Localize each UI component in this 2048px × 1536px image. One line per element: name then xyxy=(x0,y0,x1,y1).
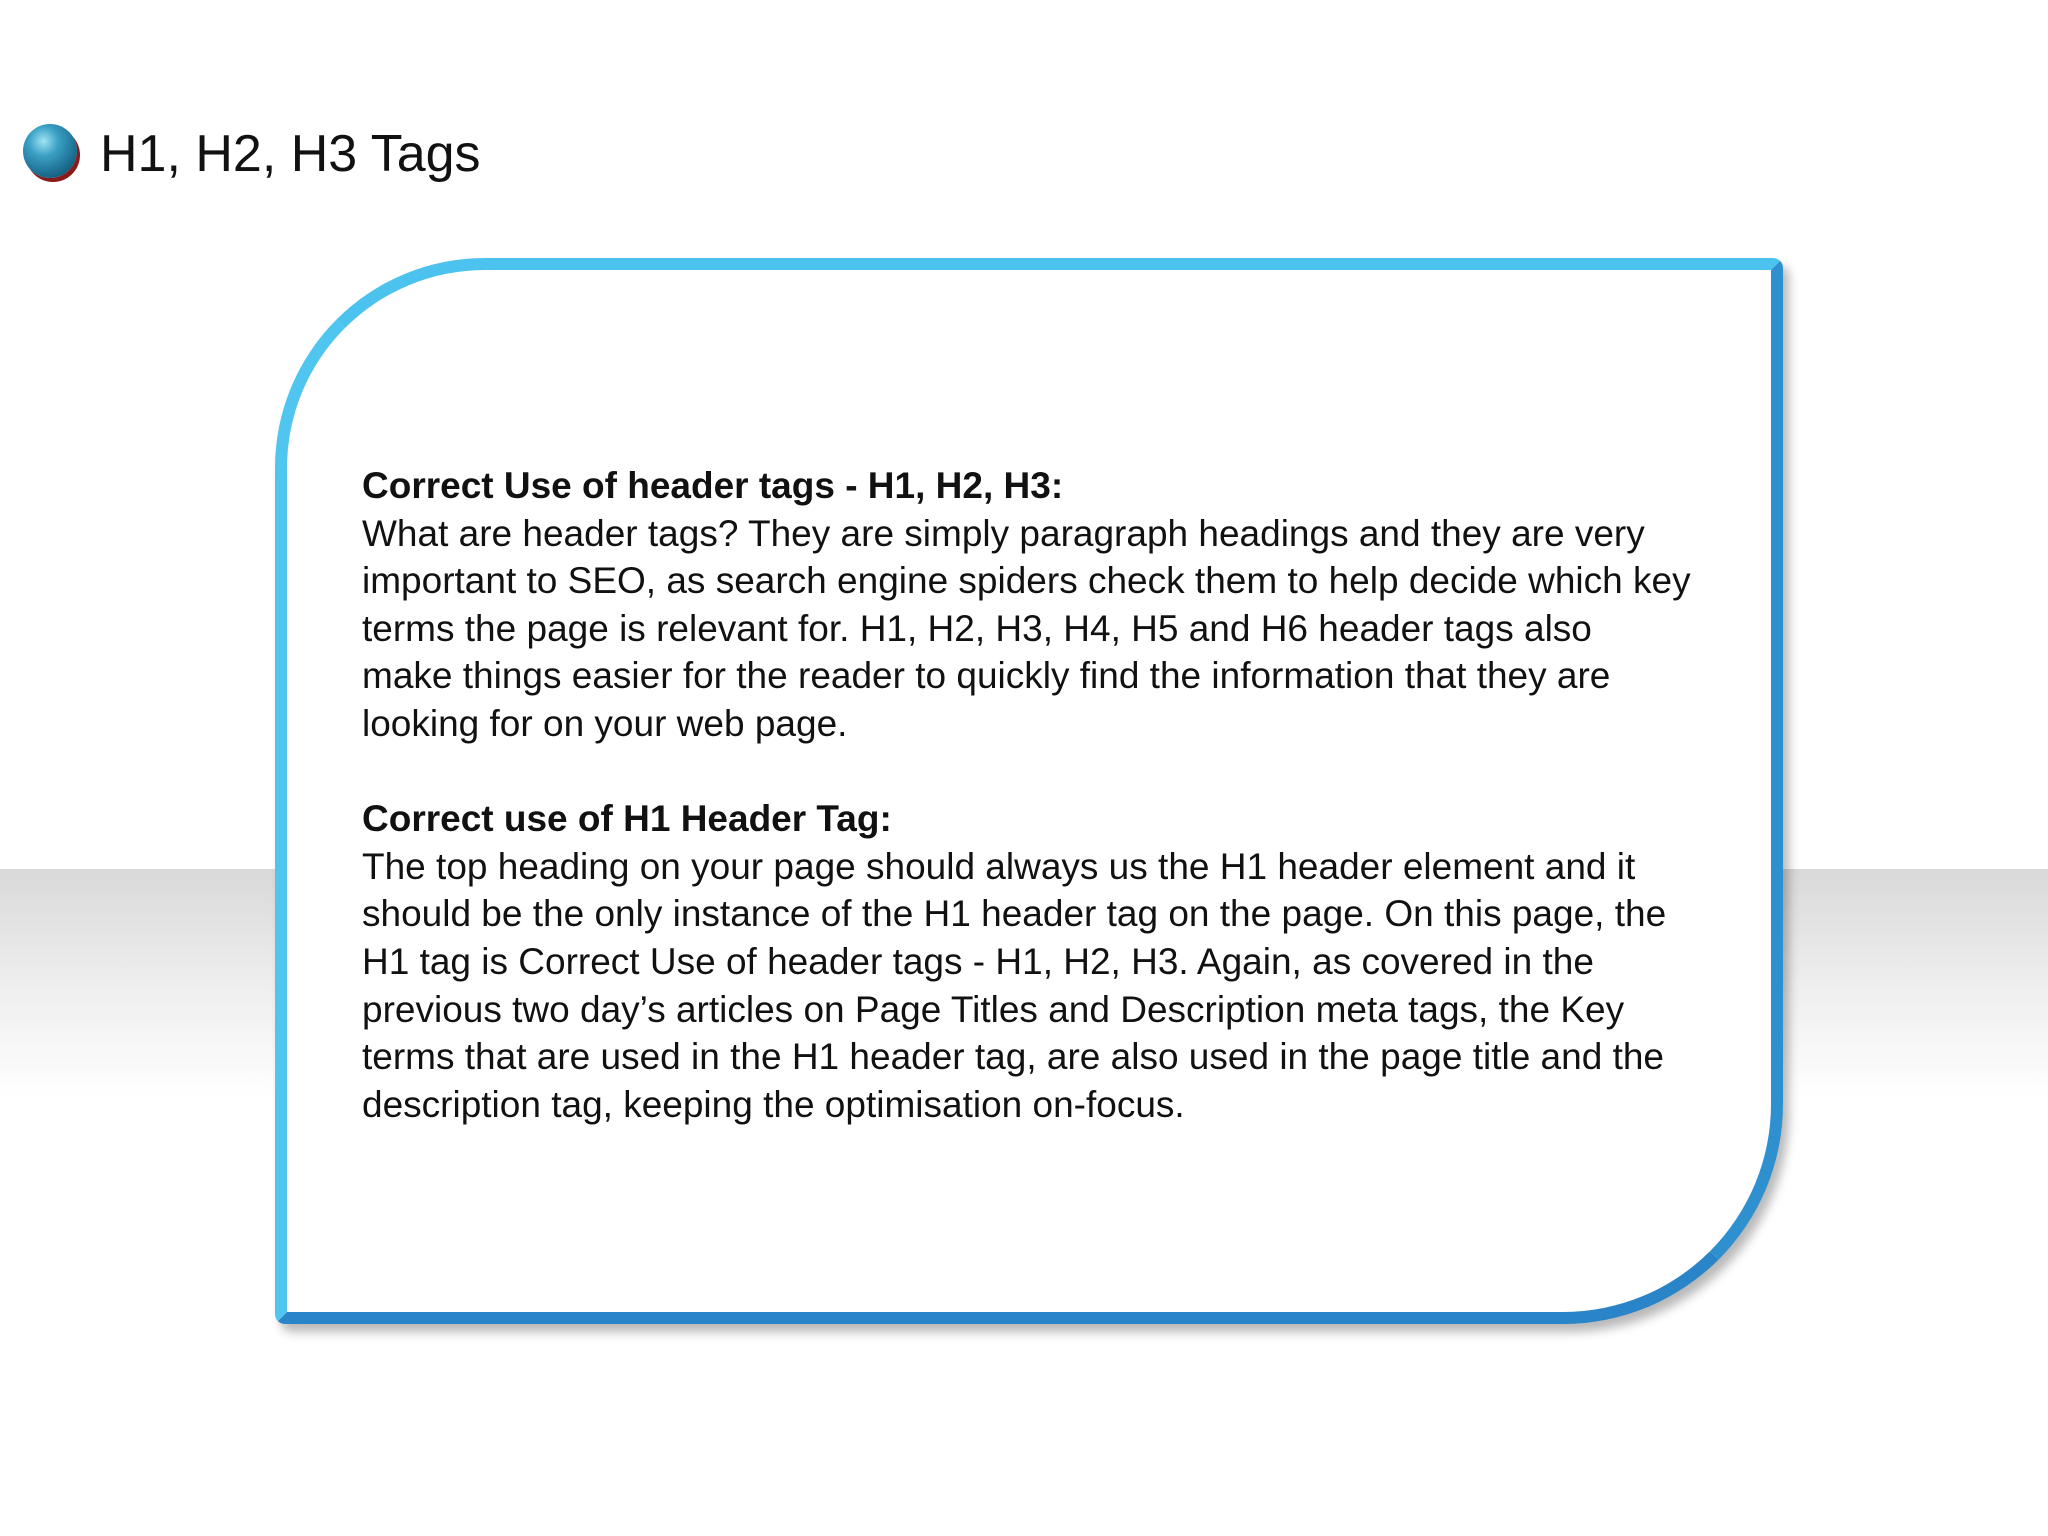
section-spacer xyxy=(362,748,1692,796)
card-content xyxy=(362,462,1692,1128)
section-1-heading: Correct Use of header tags - H1, H2, H3: xyxy=(362,465,1064,506)
section-2-heading: Correct use of H1 Header Tag: xyxy=(362,798,892,840)
slide-title: H1, H2, H3 Tags xyxy=(100,125,481,183)
title-bullet-icon xyxy=(23,124,77,178)
section-2-body: The top heading on your page should always us the H1 header element and it should be the only instance of the H1 header tag on the page. On this page, the H1 tag is Correct Use of header tags - H1, H2, H3. Again, as covered in the previous two day’s articles on Page Titles and Description meta tags, the Key terms that are used in the H1 header tag, are also used in the page title and the description tag, keeping the optimisation on-focus. xyxy=(362,845,1667,1125)
section-1-body: What are header tags? They are simply paragraph headings and they are very important to SEO, as search engine spiders check them to help decide which key terms the page is relevant for. H1, H2, H3, H4, H5 and H6 header tags also make things easier for the reader to quickly find the information that they are looking for on your web page. xyxy=(362,512,1691,744)
